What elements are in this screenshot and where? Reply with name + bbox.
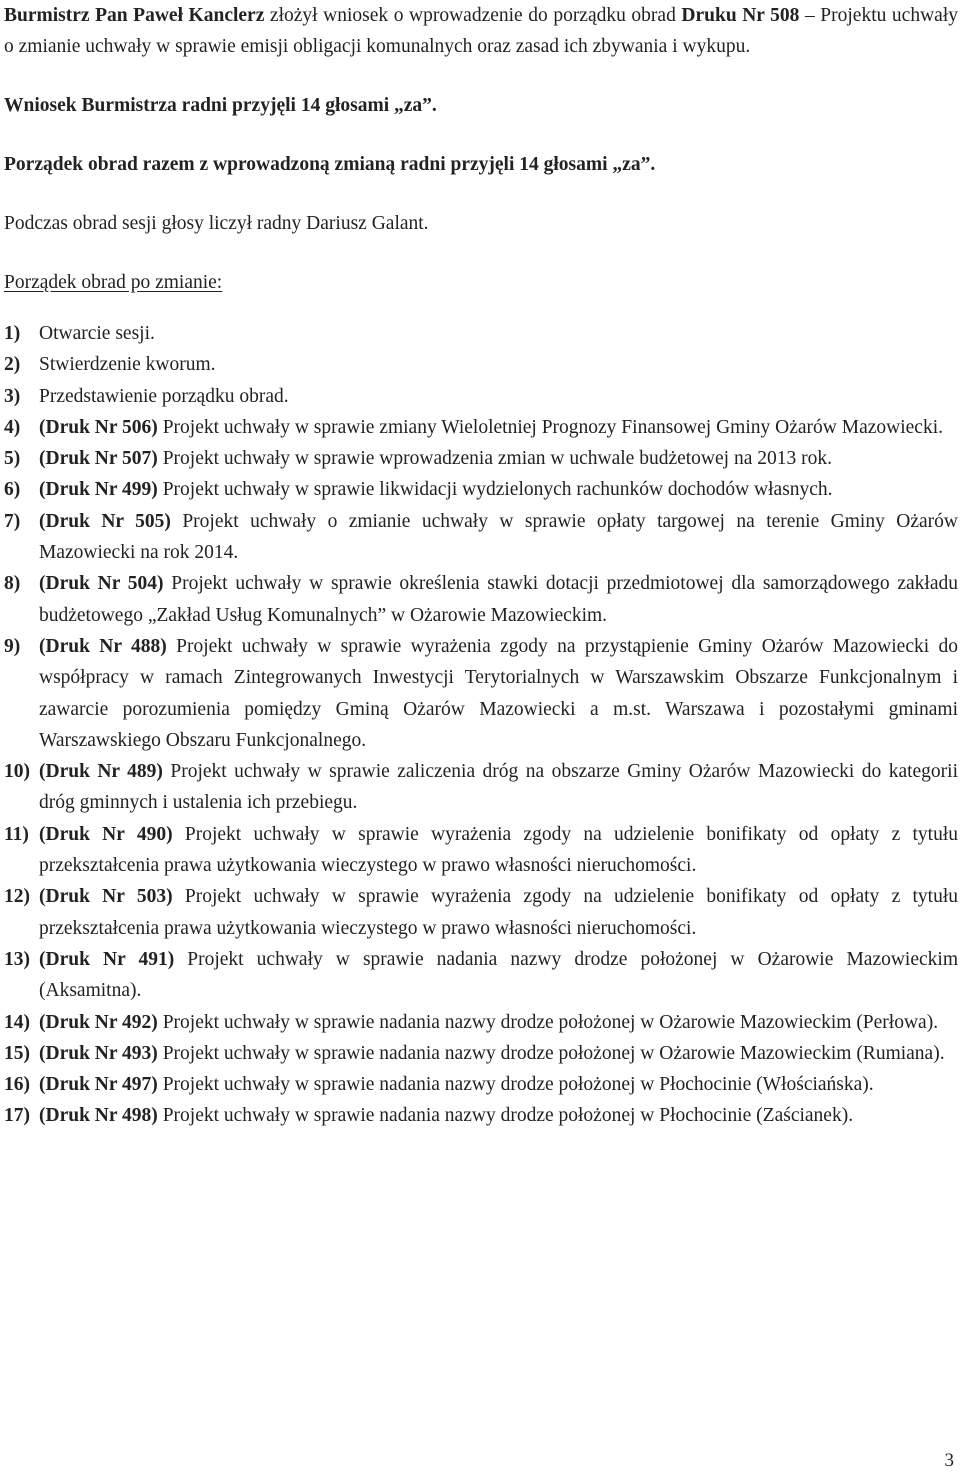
agenda-item-number: 16) [4,1074,30,1096]
agenda-item [4,1069,958,1100]
agenda-item-title: Stwierdzenie kworum. [39,354,216,376]
agenda-item-number: 3) [4,385,21,407]
agenda-item-text [39,412,958,443]
vote-counter: Podczas obrad sesji głosy liczył radny Dariusz Galant. [4,213,429,234]
agenda-item-text [39,881,958,944]
agenda-item-title: Projekt uchwały w sprawie nadania nazwy drodze położonej w Ożarowie Mazowieckim (Rumiana). [157,1042,945,1064]
agenda-item-title: Przedstawienie porządku obrad. [39,385,289,407]
agenda-item-druk: (Druk Nr 493) [39,1042,158,1064]
agenda-item-title: Projekt uchwały w sprawie nadania nazwy drodze położonej w Ożarowie Mazowieckim (Perłowa). [157,1011,939,1033]
agenda-item-text [39,756,958,819]
document-page [4,0,958,1132]
agenda-item-number: 4) [4,416,21,438]
agenda-item-number: 7) [4,510,21,532]
agenda-item-text [39,1069,958,1100]
agenda-item-druk: (Druk Nr 506) [39,416,158,438]
agenda-item-druk: (Druk Nr 504) [39,573,164,595]
agenda-item-text [39,349,958,380]
agenda-item-druk: (Druk Nr 499) [39,479,158,501]
agenda-item-druk: (Druk Nr 507) [39,448,158,470]
page-number: 3 [944,1450,954,1471]
agenda-item-druk: (Druk Nr 498) [39,1105,158,1127]
agenda-item-number: 8) [4,573,21,595]
agenda-item-druk: (Druk Nr 488) [39,635,167,657]
agenda-item-text [39,381,958,412]
agenda-item-druk: (Druk Nr 505) [39,510,171,532]
agenda-item-number: 13) [4,948,30,970]
intro-text-1: złożył wniosek o wprowadzenie do porządku obrad [264,5,682,26]
vote-agenda-text: Porządek obrad razem z wprowadzoną zmianą radni przyjęli 14 głosami „za”. [4,154,656,175]
agenda-item-druk: (Druk Nr 497) [39,1074,158,1096]
agenda-item [4,1100,958,1131]
agenda-item-number: 10) [4,761,30,783]
agenda-item-druk: (Druk Nr 489) [39,761,163,783]
agenda-item-title: Projekt uchwały w sprawie nadania nazwy drodze położonej w Ożarowie Mazowieckim (Aksamitna). [39,948,958,1002]
agenda-item [4,506,958,569]
agenda-item [4,1007,958,1038]
agenda-item [4,756,958,819]
agenda-item-title: Projekt uchwały w sprawie wyrażenia zgody na udzielenie bonifikaty od opłaty z tytułu przekształcenia prawa użytkowania wieczystego w prawo własności nieruchomości. [39,886,958,939]
agenda-item-text [39,819,958,882]
vote-motion [4,90,958,121]
agenda-item-number: 14) [4,1011,30,1033]
agenda-item-title: Projekt uchwały o zmianie uchwały w sprawie opłaty targowej na terenie Gminy Ożarów Mazowiecki na rok 2014. [39,510,958,564]
agenda-item [4,381,958,412]
agenda-item-druk: (Druk Nr 503) [39,886,173,908]
agenda-item-title: Projekt uchwały w sprawie określenia stawki dotacji przedmiotowej dla samorządowego zakładu budżetowego „Zakład Usług Komunalnych” w Ożarowie Mazowieckim. [39,573,958,626]
agenda-item [4,1038,958,1069]
agenda-item-number: 5) [4,448,21,470]
agenda-item-text [39,568,958,631]
agenda-item-title: Projekt uchwały w sprawie nadania nazwy drodze położonej w Płochocinie (Zaścianek). [157,1105,854,1127]
agenda-item-number: 12) [4,886,30,908]
agenda-item-text [39,1038,958,1069]
agenda-item-text [39,318,958,349]
agenda-item [4,819,958,882]
agenda-item-title: Projekt uchwały w sprawie zmiany Wieloletniej Prognozy Finansowej Gminy Ożarów Mazowiecki. [157,416,943,438]
agenda-item-title: Projekt uchwały w sprawie zaliczenia dróg na obszarze Gminy Ożarów Mazowiecki do kategorii dróg gminnych i ustalenia ich przebiegu. [39,761,958,814]
agenda-item-number: 1) [4,323,21,344]
agenda-item [4,443,958,474]
agenda-item [4,568,958,631]
vote-agenda [4,149,958,180]
agenda-item [4,412,958,443]
intro-mayor-name: Burmistrz Pan Paweł Kanclerz [4,5,265,26]
intro-paragraph [4,0,958,62]
agenda-item-text [39,1007,958,1038]
agenda-item [4,349,958,380]
agenda-item-number: 17) [4,1105,30,1127]
agenda-item-number: 9) [4,635,21,657]
agenda-item-text [39,443,958,474]
agenda-heading: Porządek obrad po zmianie: [4,272,223,293]
agenda-item-title: Otwarcie sesji. [39,323,155,344]
agenda-item [4,474,958,505]
agenda-item-number: 15) [4,1042,30,1064]
agenda-item-text [39,944,958,1007]
agenda-item [4,631,958,756]
agenda-item-druk: (Druk Nr 492) [39,1011,158,1033]
agenda-item-text [39,631,958,756]
agenda-item [4,318,958,349]
intro-text-2: – Projektu uchwały o zmianie uchwały w sprawie emisji obligacji komunalnych oraz zasad ich zbywania i wykupu. [4,5,958,57]
agenda-item-title: Projekt uchwały w sprawie nadania nazwy drodze położonej w Płochocinie (Włościańska). [157,1074,874,1096]
agenda-item-text [39,506,958,569]
vote-motion-text: Wniosek Burmistrza radni przyjęli 14 głosami „za”. [4,95,437,116]
intro-druk-ref: Druku Nr 508 [681,5,800,26]
agenda-item-text [39,1100,958,1131]
agenda-item-title: Projekt uchwały w sprawie wyrażenia zgody na przystąpienie Gminy Ożarów Mazowiecki do współpracy w ramach Zintegrowanych Inwestycji Terytorialnych w Warszawskim Obszarze Funkcjonalnym i zawarcie porozumienia pomiędzy Gminą Ożarów Mazowiecki a m.st. Warszawa i pozostałymi gminami Warszawskiego Obszaru Funkcjonalnego. [39,635,958,751]
agenda-item [4,944,958,1007]
agenda-item-druk: (Druk Nr 490) [39,823,173,845]
agenda-item-number: 2) [4,354,21,376]
agenda-item-text [39,474,958,505]
agenda-item-number: 11) [4,823,29,845]
agenda-item-title: Projekt uchwały w sprawie likwidacji wydzielonych rachunków dochodów własnych. [157,479,833,501]
agenda-item-druk: (Druk Nr 491) [39,948,175,970]
agenda-item-title: Projekt uchwały w sprawie wprowadzenia zmian w uchwale budżetowej na 2013 rok. [157,448,832,470]
agenda-list [4,318,958,1132]
agenda-item-number: 6) [4,479,21,501]
agenda-item-title: Projekt uchwały w sprawie wyrażenia zgody na udzielenie bonifikaty od opłaty z tytułu przekształcenia prawa użytkowania wieczystego w prawo własności nieruchomości. [39,823,958,877]
agenda-item [4,881,958,944]
